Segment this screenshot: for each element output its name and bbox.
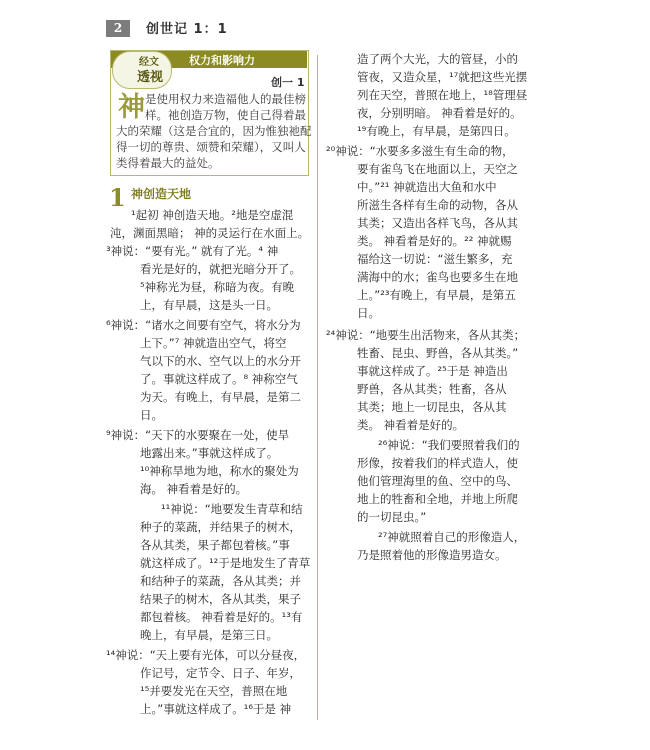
- verse-line: 夜，分别明暗。 神看着是好的。: [357, 106, 522, 120]
- verse-line: ¹⁵并要发光在天空，普照在地: [140, 684, 288, 698]
- verse-line: 日。: [357, 306, 380, 320]
- running-head: 创世记 1：1: [146, 22, 228, 37]
- sidebar-reference: 创一 1: [271, 76, 305, 89]
- verse-line: 他们管理海里的鱼、空中的鸟、: [357, 474, 518, 488]
- verse-line: 上，有早晨，这是头一日。: [140, 298, 278, 312]
- verse-line: 管夜，又造众星，¹⁷就把这些光摆: [357, 70, 528, 84]
- verse-line: 类。 神看着是好的。: [357, 418, 465, 432]
- verse-line: 其类；又造出各样飞鸟，各从其: [357, 216, 518, 230]
- badge-line1: 经文: [139, 57, 159, 68]
- verse-line: ²⁶神说：“我们要照着我们的: [378, 438, 520, 452]
- badge-line2: 透视: [137, 70, 164, 85]
- verse-line: 种子的菜蔬，并结果子的树木，: [140, 520, 301, 534]
- verse-line: 所滋生各样有生命的动物，各从: [357, 198, 518, 212]
- verse-line: 海。 神看着是好的。: [140, 482, 248, 496]
- verse-line: 其类；地上一切昆虫，各从其: [357, 400, 507, 414]
- verse-line: ⁶神说：“诸水之间要有空气，将水分为: [106, 318, 301, 332]
- verse-line: 中。”²¹ 神就造出大鱼和水中: [357, 180, 497, 194]
- verse-line: 地露出来。”事就这样成了。: [140, 446, 279, 460]
- verse-line: 野兽，各从其类；牲畜，各从: [357, 382, 507, 396]
- verse-line: 看光是好的，就把光暗分开了。: [140, 262, 301, 276]
- verse-line: 满海中的水；雀鸟也要多生在地: [357, 270, 518, 284]
- verse-line: 都包着核。 神看着是好的。¹³有: [140, 610, 303, 624]
- verse-line: ¹⁰神称旱地为地，称水的聚处为: [140, 464, 299, 478]
- verse-line: 上下。”⁷ 神就造出空气，将空: [140, 336, 287, 350]
- verse-line: ¹⁴神说：“天上要有光体，可以分昼夜，: [106, 648, 306, 662]
- sidebar-dropcap: 神: [118, 92, 145, 123]
- verse-line: ¹起初 神创造天地。²地是空虚混: [131, 208, 294, 222]
- verse-line: 牲畜、昆虫、野兽，各从其类。”: [357, 346, 519, 360]
- verse-line: 列在天空，普照在地上，¹⁸管理昼: [357, 88, 528, 102]
- verse-line: 类。 神看着是好的。²² 神就赐: [357, 234, 512, 248]
- verse-line: 日。: [140, 408, 163, 422]
- sidebar-line: 是使用权力来造福他人的最佳榜: [145, 92, 306, 106]
- verse-line: 的一切昆虫。”: [357, 510, 427, 524]
- verse-line: 沌，渊面黑暗； 神的灵运行在水面上。: [110, 226, 310, 240]
- verse-line: ³神说：“要有光。” 就有了光。⁴ 神: [106, 244, 279, 258]
- verse-line: ²⁰神说：“水要多多滋生有生命的物，: [326, 144, 514, 158]
- sidebar-title: 权力和影响力: [189, 54, 255, 67]
- verse-line: 为天。有晚上，有早晨，是第二: [140, 390, 301, 404]
- section-heading: 神创造天地: [131, 187, 192, 201]
- verse-line: 事就这样成了。²⁵于是 神造出: [357, 364, 508, 378]
- verse-line: 上。”²³有晚上，有早晨，是第五: [357, 288, 516, 302]
- verse-line: 要有雀鸟飞在地面以上，天空之: [357, 162, 518, 176]
- verse-line: ²⁴神说：“地要生出活物来，各从其类；: [326, 328, 526, 342]
- verse-line: 晚上，有早晨，是第三日。: [140, 628, 278, 642]
- verse-line: 形像，按着我们的样式造人，使: [357, 456, 518, 470]
- sidebar-line: 样。祂创造万物，使自己得着最: [145, 108, 306, 122]
- verse-line: 和结种子的菜蔬，各从其类；并: [140, 574, 301, 588]
- verse-line: 作记号，定节令、日子、年岁，: [140, 666, 301, 680]
- verse-line: ⁵神称光为昼，称暗为夜。有晚: [140, 280, 295, 294]
- verse-line: 各从其类，果子都包着核。”事: [140, 538, 290, 552]
- verse-line: ¹⁹有晚上，有早晨，是第四日。: [357, 124, 516, 138]
- verse-line: 造了两个大光，大的管昼，小的: [357, 52, 518, 66]
- verse-line: 上。”事就这样成了。¹⁶于是 神: [140, 702, 292, 716]
- verse-line: 地上的牲畜和全地，并地上所爬: [357, 492, 518, 506]
- verse-line: ¹¹神说：“地要发生青草和结: [161, 502, 303, 516]
- verse-line: 了。事就这样成了。⁸ 神称空气: [140, 372, 298, 386]
- verse-line: 结果子的树木，各从其类，果子: [140, 592, 301, 606]
- page-number: 2: [106, 20, 130, 37]
- sidebar-line: 大的荣耀（这是合宜的，因为惟独祂配: [116, 124, 312, 138]
- chapter-number: 1: [109, 183, 126, 212]
- verse-line: 福给这一切说：“滋生繁多，充: [357, 252, 513, 266]
- verse-line: 乃是照着他的形像造男造女。: [357, 548, 507, 562]
- sidebar-line: 类得着最大的益处。: [116, 156, 220, 170]
- verse-line: ²⁷神就照着自己的形像造人，: [378, 530, 526, 544]
- column-divider: [317, 55, 318, 720]
- verse-line: 就这样成了。¹²于是地发生了青草: [140, 556, 311, 570]
- verse-line: 气以下的水、空气以上的水分开: [140, 354, 301, 368]
- sidebar-line: 得一切的尊贵、颂赞和荣耀），又叫人: [116, 140, 306, 154]
- verse-line: ⁹神说：“天下的水要聚在一处，使旱: [106, 428, 290, 442]
